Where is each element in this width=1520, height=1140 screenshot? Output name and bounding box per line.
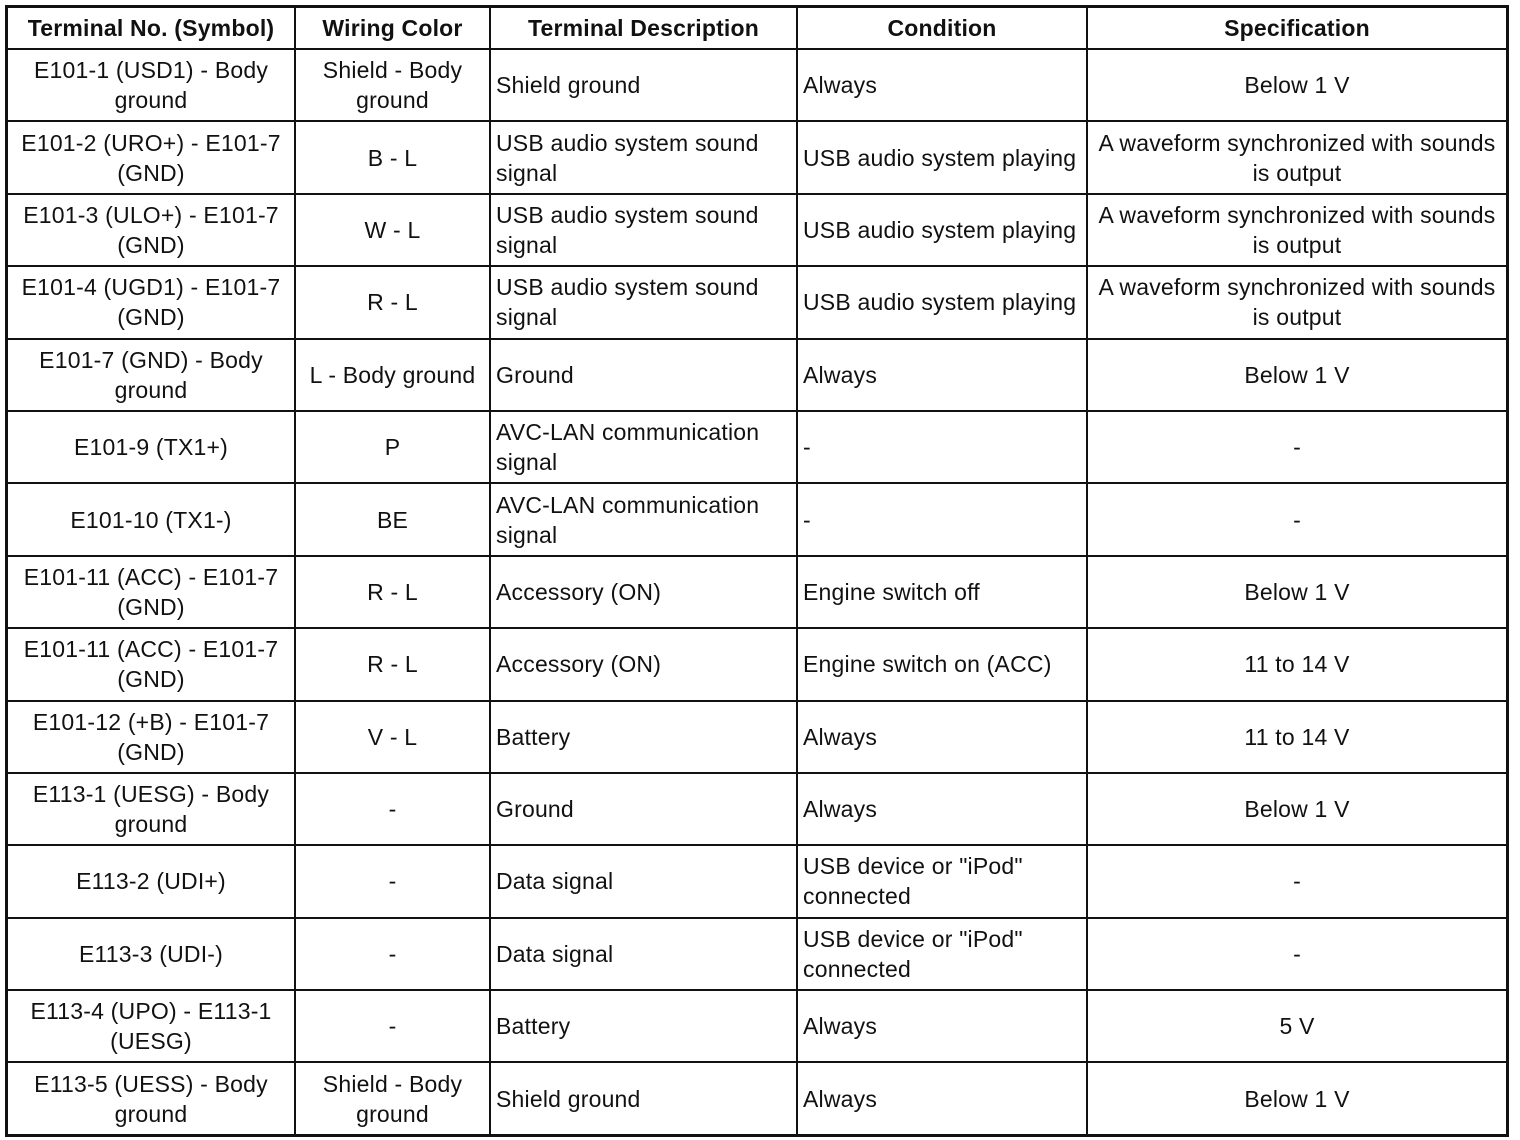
table-row [7, 701, 1507, 773]
header-terminal-description: Terminal Description [490, 7, 797, 49]
condition-cell: Always [797, 339, 1087, 411]
specification-cell: - [1087, 918, 1507, 990]
terminal-description-cell: Shield ground [490, 49, 797, 121]
specification-cell: Below 1 V [1087, 773, 1507, 845]
wiring-color-cell: R - L [295, 628, 490, 700]
terminal-description-cell: USB audio system sound signal [490, 121, 797, 193]
table-row [7, 556, 1507, 628]
terminal-description-cell: Data signal [490, 845, 797, 917]
condition-cell: USB audio system playing [797, 121, 1087, 193]
wiring-color-cell: Shield - Body ground [295, 1062, 490, 1134]
table-row [7, 339, 1507, 411]
condition-cell: Always [797, 701, 1087, 773]
specification-cell: 5 V [1087, 990, 1507, 1062]
header-terminal-no: Terminal No. (Symbol) [7, 7, 295, 49]
terminal-no-cell: E101-12 (+B) - E101-7 (GND) [7, 701, 295, 773]
header-specification: Specification [1087, 7, 1507, 49]
specification-cell: - [1087, 483, 1507, 555]
wiring-color-cell: R - L [295, 266, 490, 338]
condition-cell: Always [797, 49, 1087, 121]
table-row [7, 773, 1507, 845]
terminal-description-cell: Data signal [490, 918, 797, 990]
terminal-no-cell: E113-3 (UDI-) [7, 918, 295, 990]
terminal-no-cell: E101-4 (UGD1) - E101-7 (GND) [7, 266, 295, 338]
specification-cell: 11 to 14 V [1087, 701, 1507, 773]
specification-cell: 11 to 14 V [1087, 628, 1507, 700]
wiring-color-cell: L - Body ground [295, 339, 490, 411]
table-row [7, 483, 1507, 555]
condition-cell: - [797, 411, 1087, 483]
table-body [7, 49, 1507, 1135]
terminal-description-cell: Accessory (ON) [490, 628, 797, 700]
wiring-color-cell: P [295, 411, 490, 483]
condition-cell: Engine switch off [797, 556, 1087, 628]
specification-cell: Below 1 V [1087, 49, 1507, 121]
table-row [7, 628, 1507, 700]
terminal-no-cell: E101-2 (URO+) - E101-7 (GND) [7, 121, 295, 193]
wiring-color-cell: W - L [295, 194, 490, 266]
condition-cell: Always [797, 990, 1087, 1062]
wiring-color-cell: - [295, 918, 490, 990]
table-row [7, 266, 1507, 338]
specification-cell: - [1087, 411, 1507, 483]
terminal-no-cell: E113-5 (UESS) - Body ground [7, 1062, 295, 1134]
table-row [7, 194, 1507, 266]
terminal-description-cell: Ground [490, 773, 797, 845]
terminal-description-cell: Accessory (ON) [490, 556, 797, 628]
terminal-description-cell: Ground [490, 339, 797, 411]
terminal-no-cell: E101-11 (ACC) - E101-7 (GND) [7, 628, 295, 700]
specification-cell: Below 1 V [1087, 339, 1507, 411]
specification-cell: - [1087, 845, 1507, 917]
specification-cell: A waveform synchronized with sounds is output [1087, 266, 1507, 338]
terminal-no-cell: E113-2 (UDI+) [7, 845, 295, 917]
condition-cell: Engine switch on (ACC) [797, 628, 1087, 700]
table-row [7, 49, 1507, 121]
condition-cell: - [797, 483, 1087, 555]
table-row [7, 918, 1507, 990]
wiring-color-cell: R - L [295, 556, 490, 628]
terminal-description-cell: AVC-LAN communication signal [490, 483, 797, 555]
condition-cell: USB audio system playing [797, 266, 1087, 338]
terminal-description-cell: Battery [490, 701, 797, 773]
table-row [7, 990, 1507, 1062]
specification-cell: A waveform synchronized with sounds is output [1087, 194, 1507, 266]
condition-cell: USB device or "iPod" connected [797, 845, 1087, 917]
table-row [7, 845, 1507, 917]
specification-cell: Below 1 V [1087, 556, 1507, 628]
terminal-spec-table [6, 6, 1508, 1136]
wiring-color-cell: Shield - Body ground [295, 49, 490, 121]
terminal-description-cell: AVC-LAN communication signal [490, 411, 797, 483]
terminal-no-cell: E101-10 (TX1-) [7, 483, 295, 555]
terminal-no-cell: E101-7 (GND) - Body ground [7, 339, 295, 411]
condition-cell: USB audio system playing [797, 194, 1087, 266]
specification-cell: A waveform synchronized with sounds is output [1087, 121, 1507, 193]
condition-cell: Always [797, 1062, 1087, 1134]
condition-cell: USB device or "iPod" connected [797, 918, 1087, 990]
terminal-description-cell: USB audio system sound signal [490, 194, 797, 266]
wiring-color-cell: - [295, 773, 490, 845]
condition-cell: Always [797, 773, 1087, 845]
header-wiring-color: Wiring Color [295, 7, 490, 49]
table-header [7, 7, 1507, 49]
terminal-no-cell: E113-4 (UPO) - E113-1 (UESG) [7, 990, 295, 1062]
wiring-color-cell: B - L [295, 121, 490, 193]
wiring-color-cell: V - L [295, 701, 490, 773]
table-row [7, 411, 1507, 483]
terminal-no-cell: E101-3 (ULO+) - E101-7 (GND) [7, 194, 295, 266]
header-row [7, 7, 1507, 49]
terminal-no-cell: E113-1 (UESG) - Body ground [7, 773, 295, 845]
wiring-color-cell: - [295, 990, 490, 1062]
header-condition: Condition [797, 7, 1087, 49]
terminal-no-cell: E101-1 (USD1) - Body ground [7, 49, 295, 121]
terminal-no-cell: E101-9 (TX1+) [7, 411, 295, 483]
terminal-description-cell: USB audio system sound signal [490, 266, 797, 338]
terminal-description-cell: Battery [490, 990, 797, 1062]
table-row [7, 121, 1507, 193]
terminal-no-cell: E101-11 (ACC) - E101-7 (GND) [7, 556, 295, 628]
terminal-description-cell: Shield ground [490, 1062, 797, 1134]
table-row [7, 1062, 1507, 1134]
specification-cell: Below 1 V [1087, 1062, 1507, 1134]
wiring-color-cell: - [295, 845, 490, 917]
wiring-color-cell: BE [295, 483, 490, 555]
